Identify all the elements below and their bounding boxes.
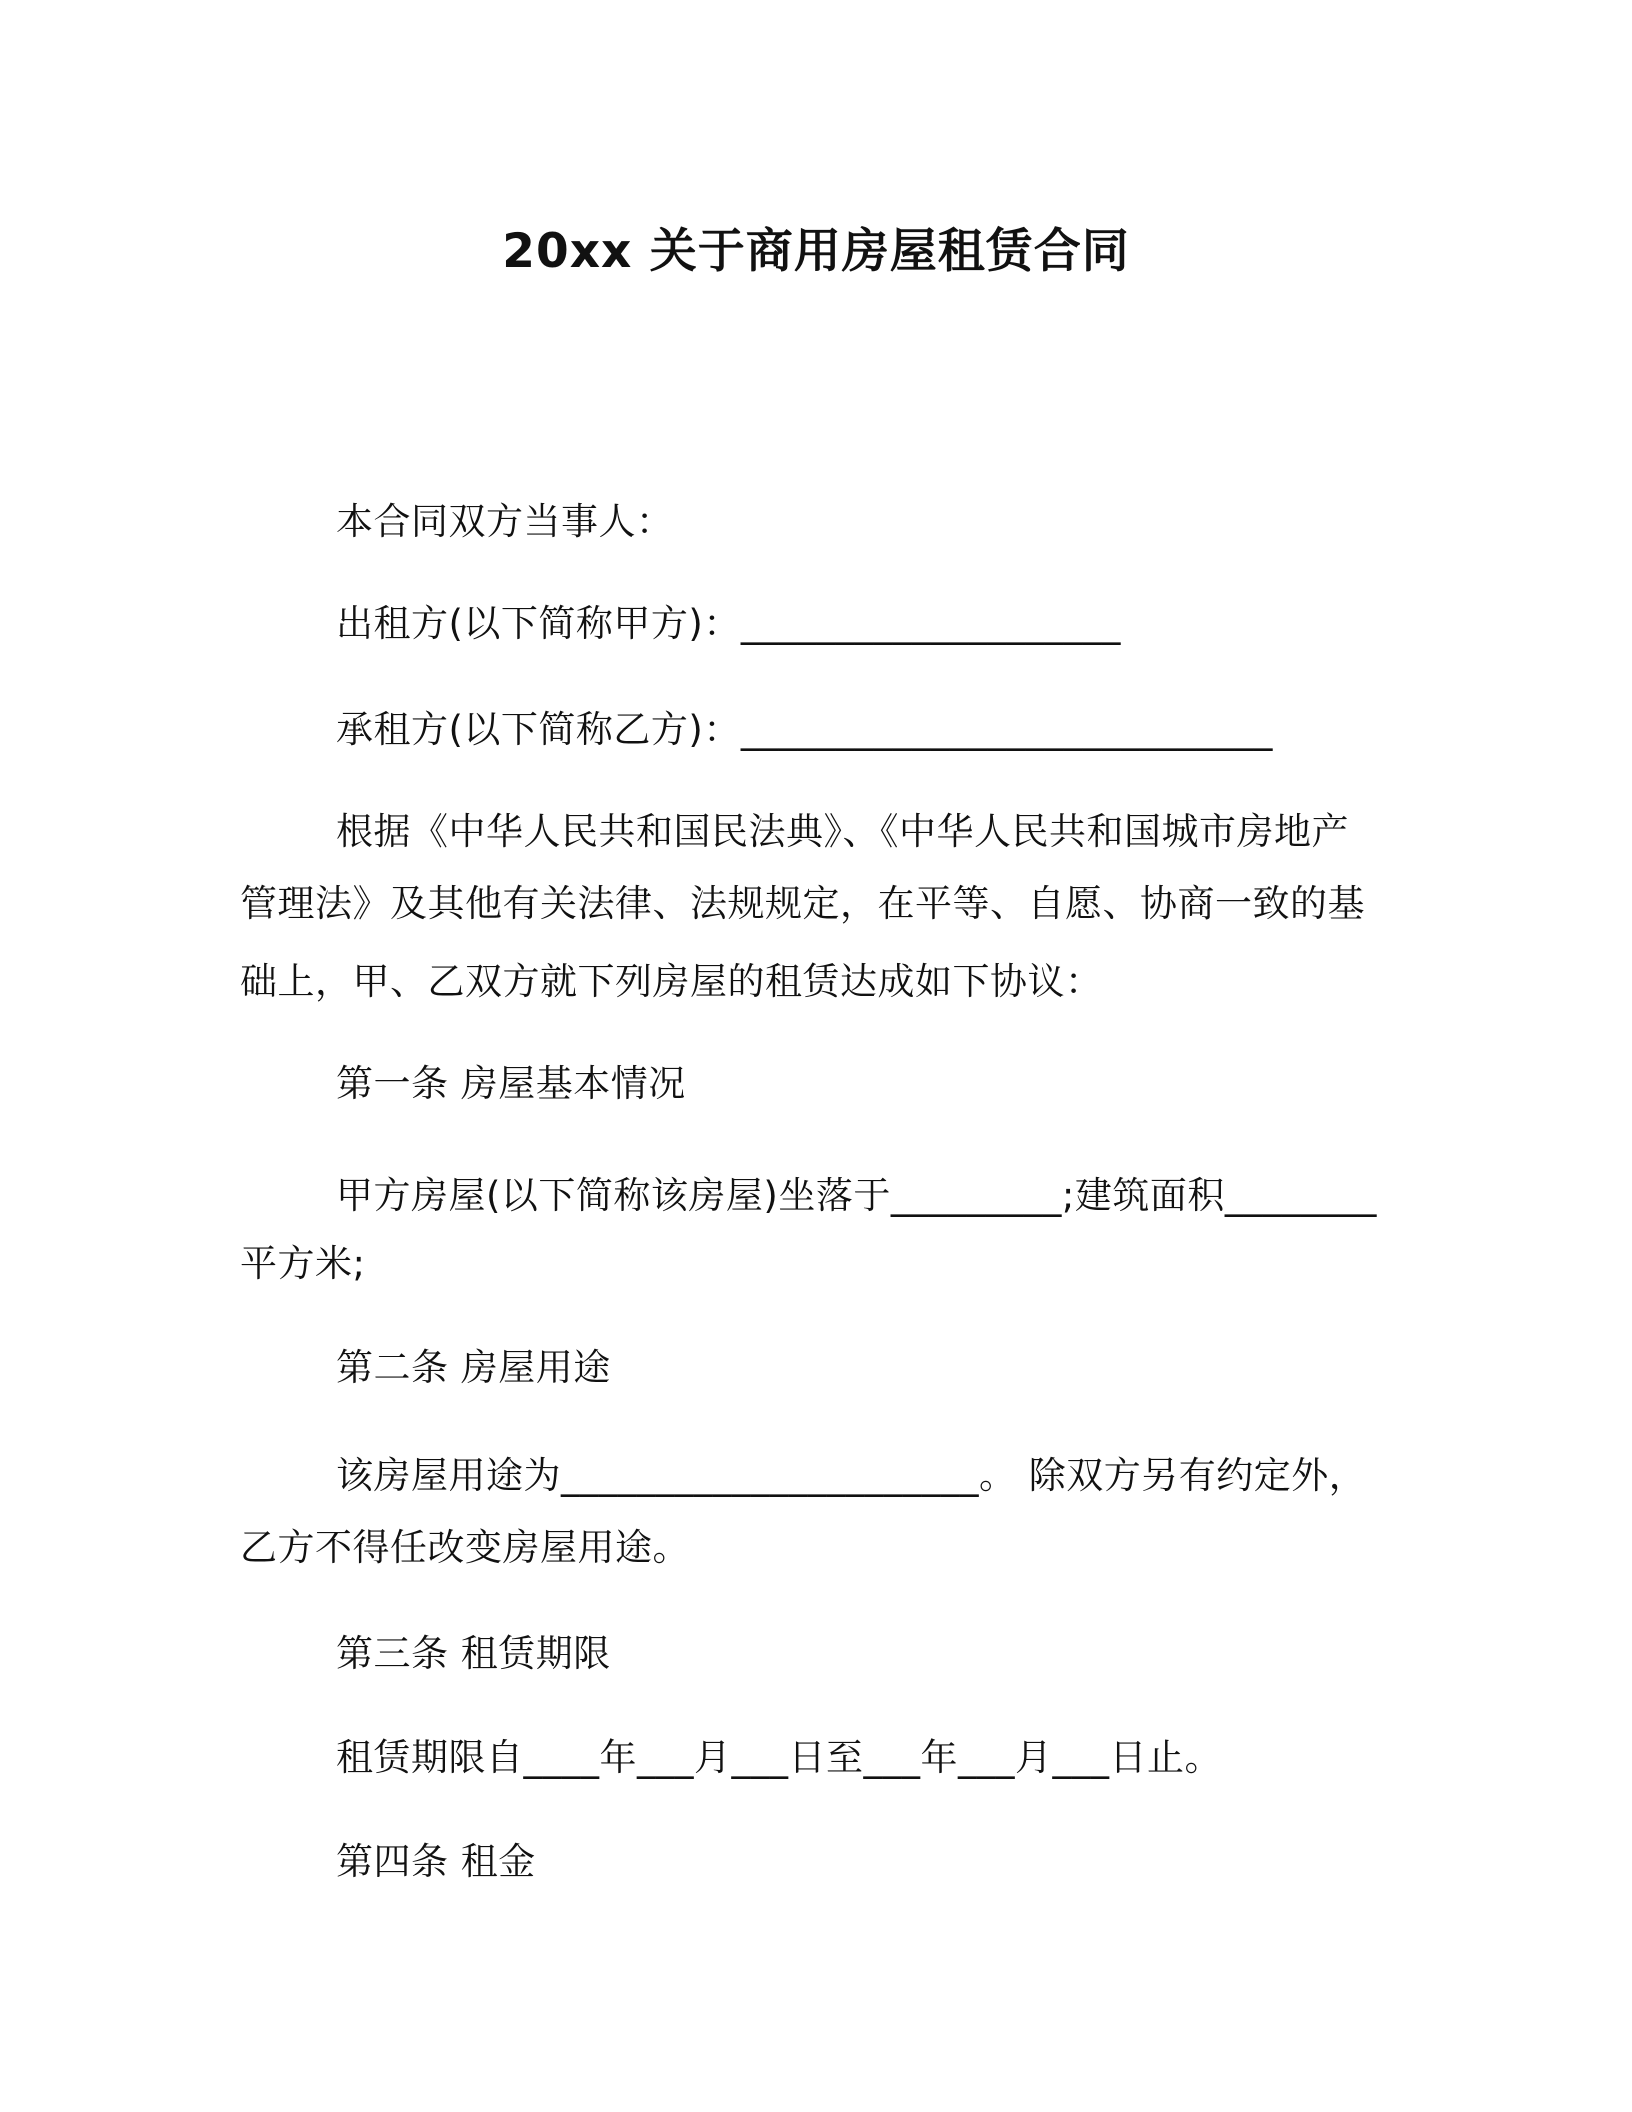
- preamble-line-3: 础上，甲、乙双方就下列房屋的租赁达成如下协议：: [240, 960, 1103, 1003]
- article-2-line-1: 该房屋用途为______________________。 除双方另有约定外，: [336, 1454, 1367, 1497]
- article-1-heading: 第一条 房屋基本情况: [336, 1062, 686, 1105]
- article-3-heading: 第三条 租赁期限: [336, 1632, 611, 1675]
- article-2-heading: 第二条 房屋用途: [336, 1346, 611, 1389]
- article-4-heading: 第四条 租金: [336, 1840, 536, 1883]
- document-title: 20xx 关于商用房屋租赁合同: [502, 224, 1130, 279]
- article-3-line-1: 租赁期限自____年___月___日至___年___月___日止。: [336, 1736, 1222, 1779]
- preamble-line-2: 管理法》及其他有关法律、法规规定，在平等、自愿、协商一致的基: [240, 882, 1365, 925]
- preamble-line-1: 根据《中华人民共和国民法典》、《中华人民共和国城市房地产: [336, 810, 1349, 853]
- lessee-line: 承租方(以下简称乙方)：____________________________: [336, 708, 1273, 751]
- article-1-line-1: 甲方房屋(以下简称该房屋)坐落于_________;建筑面积________: [336, 1174, 1377, 1217]
- article-1-line-2: 平方米;: [240, 1242, 366, 1285]
- parties-heading: 本合同双方当事人：: [336, 500, 674, 543]
- lessor-line: 出租方(以下简称甲方)：____________________: [336, 602, 1121, 645]
- article-2-line-2: 乙方不得任改变房屋用途。: [240, 1526, 690, 1569]
